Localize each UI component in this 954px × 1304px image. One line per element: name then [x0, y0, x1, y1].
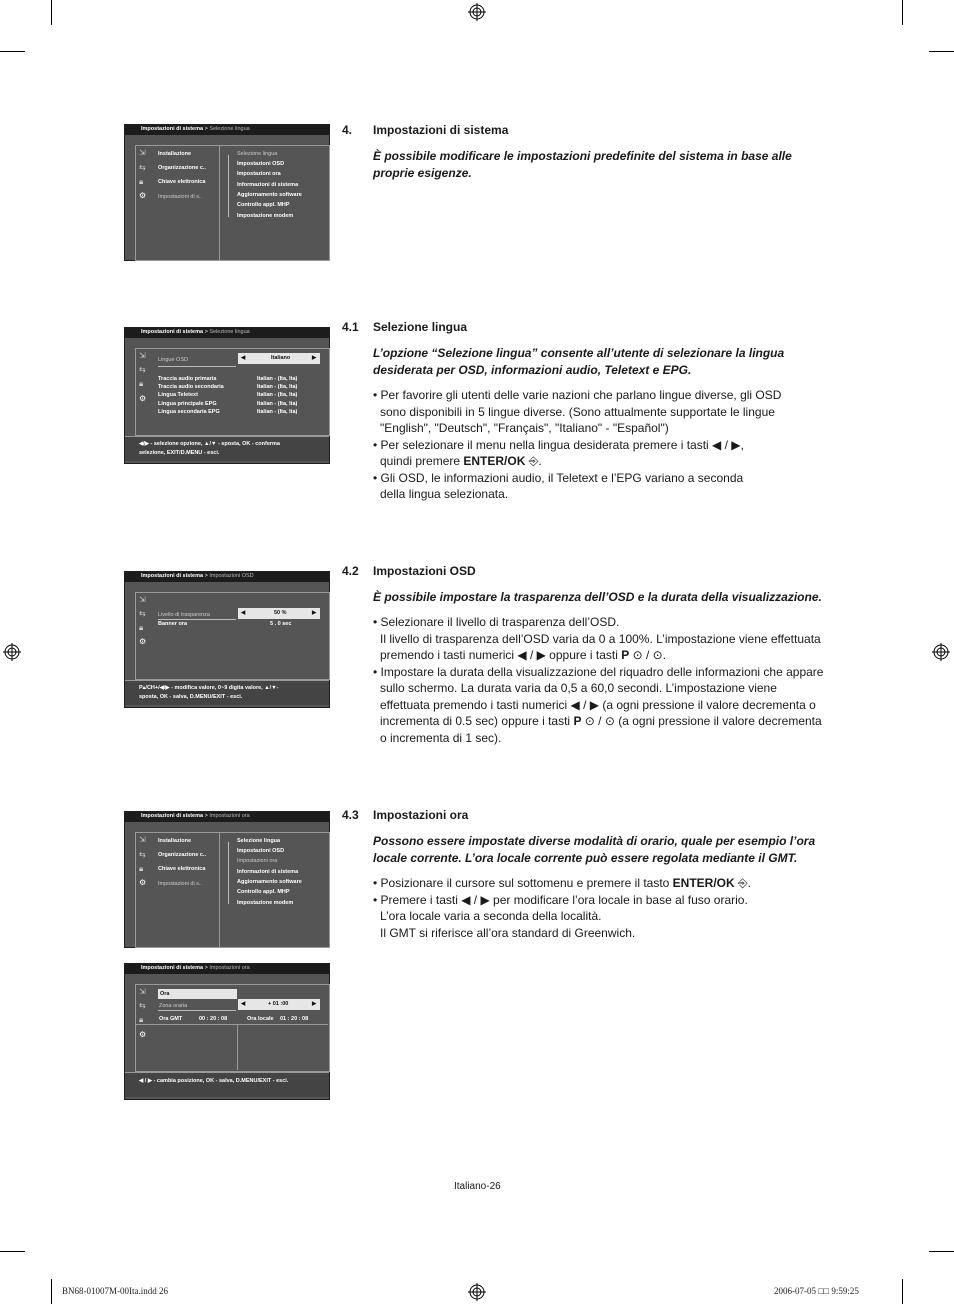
lock-icon: 🔒︎	[139, 623, 144, 632]
crop-mark	[0, 1251, 25, 1252]
bullet-list: • Selezionare il livello di trasparenza dell’OSD. Il livello di trasparenza dell’OSD varia da 0 a 100%. L’impostazione viene effettuata premendo i tasti numerici ◀ / ▶ oppure i tasti P ⊙ / ⊙. • Impostare la durata della visualizzazione del riquadro delle informazioni che appare sullo schermo. La durata varia da 0,5 a 60,0 secondi. L’impostazione viene effettuata premendo i tasti numerici ◀ / ▶ (a ogni pressione il valore decrementa o incrementa di 0.5 sec) oppure i tasti P ⊙ / ⊙ (a ogni pressione il valore decrementa o incrementa di 1 sec).	[373, 615, 824, 745]
arrow-left-icon: ◀	[241, 1001, 246, 1007]
bullet-list: • Per favorire gli utenti delle varie nazioni che parlano lingue diverse, gli OSD sono disponibili in 5 lingue diverse. (Sono attualmente supportate le lingue "English", "Deutsch", "Français", "Italiano" - "Español") • Per selezionare il menu nella lingua desiderata premere i tasti ◀ / ▶, quindi premere ENTER/OK ⎆. • Gli OSD, le informazioni audio, il Teletext e l’EPG variano a seconda della lingua selezionata.	[373, 388, 782, 501]
section-lead: È possibile modificare le impostazioni predefinite del sistema in base alle proprie esigenze.	[373, 149, 792, 180]
footer-timestamp: 2006-07-05 □□ 9:59:25	[774, 1286, 859, 1296]
arrow-left-icon: ◀	[241, 610, 246, 616]
registration-mark-icon	[468, 1283, 486, 1301]
osd-help-bar: P▴/CH+/◀/▶ - modifica valore, 0~9 digita valore, ▲/▼- sposta, OK - salva, D.MENU/EXIT - esci.	[125, 680, 329, 705]
channel-list-icon: ⇆	[139, 1001, 146, 1010]
osd-breadcrumb: Selezione lingua	[209, 126, 250, 132]
osd-screenshot-time-settings: Impostazioni di sistema > Impostazioni ora ⇲ ⇆ 🔒︎ ⚙ Ora Zona oraria ◀ + 01 :00 ▶ Ora GMT 00 : 20 : 08 Ora locale 01 : 20 : 08 ◀ / ▶ - cambia posizione, OK - salva, D.MENU/EXIT - esci.	[124, 963, 330, 1100]
gear-icon: ⚙	[139, 191, 147, 200]
crop-mark	[902, 1279, 903, 1304]
crop-mark	[929, 51, 954, 52]
channel-list-icon: ⇆	[139, 365, 146, 374]
registration-mark-icon	[468, 3, 486, 21]
osd-help-bar: ◀/▶ - selezione opzione, ▲/▼ - sposta, OK - conferma selezione, EXIT/D.MENU - esci.	[125, 436, 329, 461]
osd-title-bar: Impostazioni di sistema > Selezione lingua	[125, 125, 329, 135]
section-heading: 4.2 Impostazioni OSD	[342, 564, 476, 578]
osd-screenshot-osd-settings: Impostazioni di sistema > Impostazioni OSD ⇲ ⇆ 🔒︎ ⚙ Livello di trasparenza ◀ 50 % ▶ Banner ora 5 . 0 sec P▴/CH+/◀/▶ - modifica valore, 0~9 digita valore, ▲/▼- sposta, OK - salva, D.MENU/EXIT - esci.	[124, 571, 330, 708]
section-heading: 4.3 Impostazioni ora	[342, 808, 469, 822]
arrow-right-icon: ▶	[312, 610, 317, 616]
section-heading	[342, 123, 508, 137]
footer-file-name: BN68-01007M-00Ita.indd 26	[62, 1286, 168, 1296]
page-number: Italiano-26	[454, 1181, 501, 1192]
enter-key-icon: ⎆	[738, 876, 748, 890]
gear-icon: ⚙	[139, 1030, 147, 1039]
antenna-icon: ⇲	[139, 595, 146, 604]
osd-screenshot-time-menu: Impostazioni di sistema > Impostazioni ora ⇲ ⇆ 🔒︎ ⚙ Installazione Organizzazione c.. Chiave elettronica Impostazioni di s.. Selezione lingua Impostazioni OSD Impostazioni ora Informazioni di sistema Aggiornamento software Controllo appl. MHP Impostazione modem	[124, 811, 330, 948]
section-title: Impostazioni di sistema	[373, 123, 509, 137]
channel-list-icon: ⇆	[139, 609, 146, 618]
gear-icon: ⚙	[139, 394, 147, 403]
gear-icon: ⚙	[139, 637, 147, 646]
enter-key-icon: ⎆	[528, 454, 539, 468]
section-heading: 4.1 Selezione lingua	[342, 320, 468, 334]
osd-screenshot-system-menu: Impostazioni di sistema > Selezione lingua ⇲ ⇆ 🔒︎ ⚙ Installazione Organizzazione c.. Chiave elettronica Impostazioni di s.. Selezione lingua Impostazioni OSD Impostazioni ora Informazioni di sistema Aggiornamento software Controllo appl. MHP Impostazione modem	[124, 124, 330, 261]
section-lead: L’opzione “Selezione lingua” consente all’utente di selezionare la lingua desiderata per OSD, informazioni audio, Teletext e EPG.	[373, 346, 785, 377]
osd-screenshot-language: Impostazioni di sistema > Selezione lingua ⇲ ⇆ 🔒︎ ⚙ Lingue OSD ◀ Italiano ▶ Traccia audio primaria Italian - (Ita, Ita) Traccia audio secondaria Italian - (Ita, Ita) Lingua Teletext Italian - (Ita, Ita) Lingua principale EPG Italian - (Ita, Ita) Lingua secondaria EPG Italian - (Ita, Ita) ◀/▶ - selezione opzione, ▲/▼ - sposta, OK - conferma selezione, EXIT/D.MENU - esci.	[124, 327, 330, 464]
crop-mark	[0, 51, 25, 52]
antenna-icon: ⇲	[139, 987, 146, 996]
channel-list-icon: ⇆	[139, 163, 146, 172]
registration-mark-icon	[3, 643, 21, 661]
channel-list-icon: ⇆	[139, 850, 146, 859]
arrow-right-icon: ▶	[312, 1001, 317, 1007]
arrow-left-icon: ◀	[241, 355, 246, 361]
crop-mark	[929, 1251, 954, 1252]
section-number: 4.	[342, 123, 353, 137]
enter-ok-key: ENTER/OK	[463, 454, 526, 468]
osd-language-selector: ◀ Italiano ▶	[238, 353, 320, 364]
gear-icon: ⚙	[139, 878, 147, 887]
lock-icon: 🔒︎	[139, 864, 144, 873]
section-lead: Possono essere impostate diverse modalità di orario, quale per esempio l’ora locale corrente. L’ora locale corrente può essere regolata mediante il GMT.	[373, 834, 816, 865]
antenna-icon: ⇲	[139, 835, 146, 844]
osd-timezone-selector: ◀ + 01 :00 ▶	[238, 999, 320, 1010]
registration-mark-icon	[932, 643, 950, 661]
crop-mark	[902, 0, 903, 25]
osd-transparency-selector: ◀ 50 % ▶	[238, 608, 320, 619]
antenna-icon: ⇲	[139, 351, 146, 360]
lock-icon: 🔒︎	[139, 177, 144, 186]
crop-mark	[51, 0, 52, 25]
lock-icon: 🔒︎	[139, 379, 144, 388]
lock-icon: 🔒︎	[139, 1015, 144, 1024]
osd-help-bar: ◀ / ▶ - cambia posizione, OK - salva, D.MENU/EXIT - esci.	[125, 1072, 329, 1097]
osd-menu-title: Impostazioni di sistema	[141, 126, 204, 132]
crop-mark	[51, 1279, 52, 1304]
bullet-list: • Posizionare il cursore sul sottomenu e premere il tasto ENTER/OK ⎆. • Premere i tasti ◀ / ▶ per modificare l’ora locale in base al fuso orario. L’ora locale varia a seconda della località. Il GMT si riferisce all’ora standard di Greenwich.	[373, 876, 751, 940]
arrow-right-icon: ▶	[312, 355, 317, 361]
antenna-icon: ⇲	[139, 148, 146, 157]
osd-ora-highlight: Ora	[158, 989, 237, 999]
section-lead: È possibile impostare la trasparenza dell’OSD e la durata della visualizzazione.	[373, 590, 822, 604]
